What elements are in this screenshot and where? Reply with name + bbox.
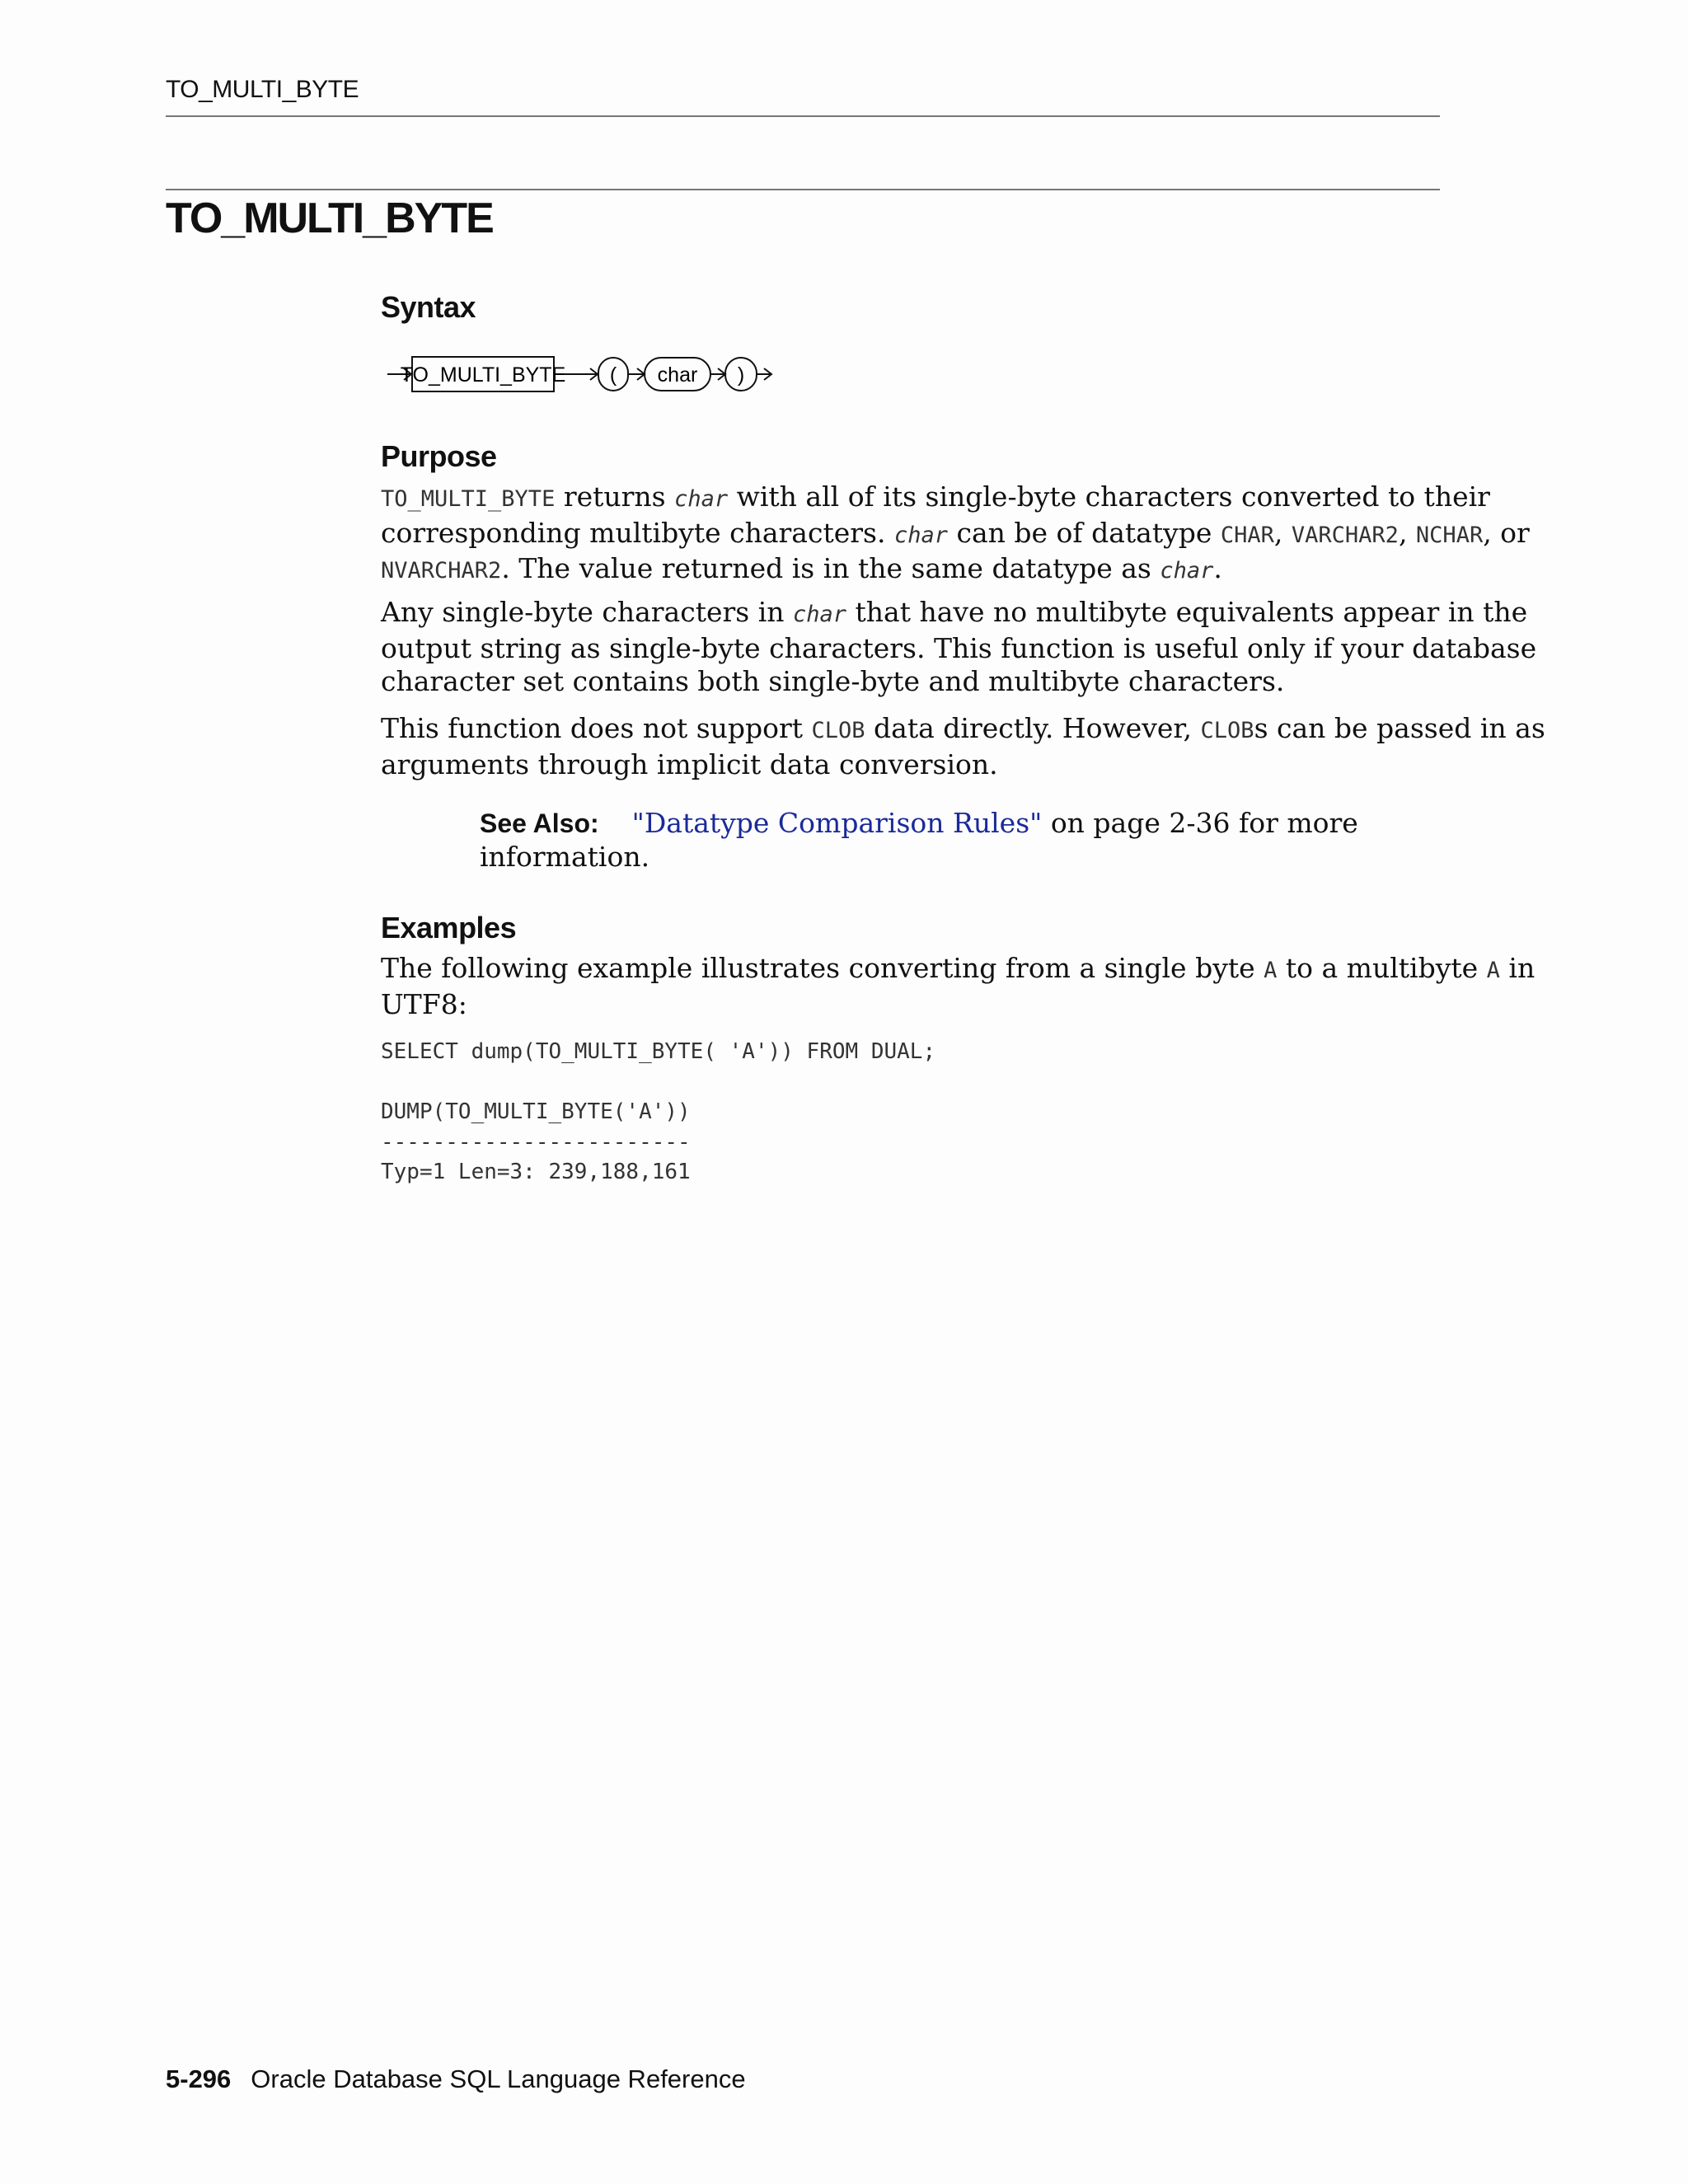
text: . The value returned is in the same datatype as: [501, 552, 1160, 584]
text: output string as single-byte characters. This function is useful only if your database: [381, 631, 1537, 664]
code-line: SELECT dump(TO_MULTI_BYTE( 'A')) FROM DUAL;: [381, 1039, 936, 1064]
inline-code: NCHAR: [1415, 522, 1484, 548]
text: to a multibyte: [1277, 952, 1487, 984]
text: Any single-byte characters in: [381, 596, 793, 628]
inline-code: TO_MULTI_BYTE: [381, 486, 556, 512]
purpose-paragraph-2: [381, 596, 1537, 699]
text: The following example illustrates converting from a single byte: [381, 952, 1264, 984]
see-also-note: [480, 807, 1358, 874]
title-rule: [166, 189, 1440, 190]
inline-code: NVARCHAR2: [381, 558, 502, 583]
syntax-diagram: [381, 351, 776, 401]
code-line: ------------------------: [381, 1129, 691, 1155]
text: corresponding multibyte characters.: [381, 516, 894, 549]
diagram-keyword: TO_MULTI_BYTE: [400, 363, 566, 387]
examples-paragraph: [381, 952, 1536, 1021]
inline-code: VARCHAR2: [1291, 522, 1399, 548]
inline-code-italic: char: [674, 486, 729, 512]
purpose-paragraph-3: [381, 712, 1545, 781]
text: UTF8:: [381, 987, 467, 1020]
text: .: [1213, 552, 1222, 584]
text: that have no multibyte equivalents appear in the: [846, 596, 1528, 628]
diagram-argument: char: [657, 363, 698, 387]
page-number: 5-296: [166, 2064, 232, 2093]
examples-heading: Examples: [381, 911, 517, 944]
inline-code-italic: char: [793, 602, 847, 627]
text: ,: [1273, 516, 1292, 549]
page-footer: [166, 2064, 746, 2094]
code-line: Typ=1 Len=3: 239,188,161: [381, 1160, 691, 1184]
purpose-paragraph-1: [381, 480, 1530, 588]
inline-code: A: [1264, 958, 1278, 983]
diagram-open-paren: (: [609, 363, 617, 387]
inline-code: CHAR: [1220, 522, 1274, 548]
text: arguments through implicit data conversion.: [381, 748, 998, 780]
text: on page 2-36 for more: [1042, 807, 1358, 839]
header-rule: [166, 115, 1440, 117]
text: in: [1499, 952, 1536, 984]
inline-code: A: [1486, 958, 1500, 983]
diagram-close-paren: ): [737, 363, 745, 387]
inline-code: CLOB: [1200, 718, 1254, 743]
text: This function does not support: [381, 712, 812, 744]
syntax-heading: Syntax: [381, 290, 476, 324]
text: returns: [555, 480, 675, 513]
text: data directly. However,: [865, 712, 1201, 744]
see-also-label: See Also:: [480, 808, 599, 838]
page-title: TO_MULTI_BYTE: [166, 194, 493, 242]
inline-code-italic: char: [893, 522, 948, 548]
datatype-comparison-rules-link[interactable]: "Datatype Comparison Rules": [631, 807, 1043, 839]
inline-code-italic: char: [1160, 558, 1214, 583]
inline-code: CLOB: [811, 718, 865, 743]
text: with all of its single-byte characters converted to their: [728, 480, 1490, 513]
book-title: Oracle Database SQL Language Reference: [251, 2064, 746, 2093]
purpose-heading: Purpose: [381, 439, 497, 473]
text: character set contains both single-byte and multibyte characters.: [381, 665, 1285, 697]
text: can be of datatype: [947, 516, 1221, 549]
text: ,: [1398, 516, 1416, 549]
code-line: DUMP(TO_MULTI_BYTE('A')): [381, 1099, 691, 1124]
text: , or: [1483, 516, 1530, 549]
text: s can be passed in as: [1254, 712, 1545, 744]
text: information.: [480, 840, 650, 873]
running-head: TO_MULTI_BYTE: [166, 76, 359, 103]
code-example: [381, 1037, 935, 1188]
